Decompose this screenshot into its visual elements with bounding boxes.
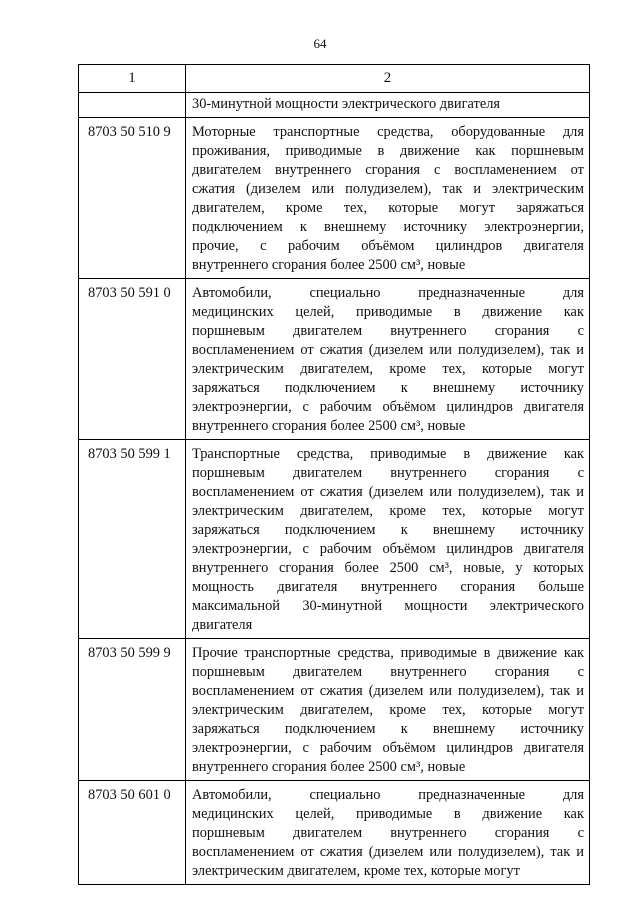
description-text	[186, 781, 589, 884]
word: рабочим	[287, 238, 340, 254]
description-line	[192, 360, 584, 379]
word: с	[577, 465, 584, 481]
word: воспламенением	[192, 484, 295, 500]
word: в	[453, 806, 461, 822]
table-body	[79, 93, 590, 885]
word: тех,	[442, 361, 466, 377]
word: от	[300, 683, 314, 699]
word: тех,	[442, 702, 466, 718]
description-cell	[186, 639, 590, 781]
word: подключением	[284, 721, 376, 737]
word: могут	[548, 702, 584, 718]
word: воспламенением	[192, 342, 295, 358]
table-row	[79, 440, 590, 639]
word: которые	[482, 503, 532, 519]
word: внутреннего	[390, 825, 467, 841]
word: как	[563, 304, 584, 320]
description-line	[192, 597, 584, 616]
word: транспортные	[273, 124, 360, 140]
word: цилиндров	[446, 740, 513, 756]
word: в	[463, 446, 471, 462]
word: электроэнергии,	[192, 399, 292, 415]
word: движение	[482, 806, 543, 822]
description-line	[192, 483, 584, 502]
description-cell	[186, 279, 590, 440]
word: заряжаться	[516, 200, 584, 216]
word: движение	[497, 645, 558, 661]
description-text	[186, 440, 589, 638]
word: (дизелем	[368, 484, 424, 500]
description-line	[192, 739, 584, 758]
word: сгорания	[279, 560, 334, 576]
description-text	[186, 279, 589, 439]
tariff-code-cell	[79, 440, 186, 639]
description-line: внутреннего сгорания более 2500 см³, новые	[192, 418, 466, 434]
word: кроме	[285, 200, 323, 216]
word: движение	[482, 304, 543, 320]
word: специально	[309, 787, 381, 803]
word: к	[400, 721, 408, 737]
description-line	[192, 303, 584, 322]
word: с	[302, 399, 309, 415]
word: предназначенные	[418, 787, 526, 803]
word: медицинских	[192, 806, 274, 822]
word: внутреннего	[390, 323, 467, 339]
word: электроэнергии,	[192, 740, 292, 756]
word: внешнему	[432, 721, 496, 737]
word: рабочим	[319, 740, 372, 756]
word: заряжаться	[192, 380, 260, 396]
word: сжатия	[192, 181, 235, 197]
word: средства,	[296, 446, 354, 462]
word: двигателем	[192, 162, 262, 178]
description-line	[192, 341, 584, 360]
word: транспортные	[244, 645, 331, 661]
word: больше	[538, 579, 584, 595]
word: к	[400, 380, 408, 396]
word: медицинских	[192, 304, 274, 320]
word: сжатия	[319, 484, 363, 500]
word: как	[475, 143, 496, 159]
word: источнику	[520, 380, 584, 396]
word: которые	[482, 361, 532, 377]
word: или	[429, 484, 452, 500]
word: с	[260, 238, 267, 254]
word: цилиндров	[446, 541, 513, 557]
word: двигателем,	[300, 503, 373, 519]
description-line	[192, 559, 584, 578]
word: полудизелем),	[457, 484, 545, 500]
description-line	[192, 218, 584, 237]
description-line	[192, 701, 584, 720]
word: которые	[482, 702, 532, 718]
word: с	[302, 740, 309, 756]
word: могут	[548, 503, 584, 519]
page-number: 64	[313, 36, 327, 51]
description-line	[192, 123, 584, 142]
description-text	[186, 639, 589, 780]
tariff-code: 8703 50 601 0	[88, 787, 171, 803]
description-line	[192, 824, 584, 843]
word: (дизелем	[368, 844, 424, 860]
description-line	[192, 322, 584, 341]
word: сгорания	[460, 579, 516, 595]
word: которых	[533, 560, 584, 576]
word: мощность	[192, 579, 254, 595]
word: или	[429, 342, 452, 358]
description-line: внутреннего сгорания более 2500 см³, новые	[192, 257, 466, 273]
word: двигателем,	[192, 200, 265, 216]
word: средства,	[337, 645, 394, 661]
word: приводимые	[356, 304, 433, 320]
word: (дизелем	[368, 342, 424, 358]
word: двигателя	[277, 579, 338, 595]
word: (дизелем	[245, 181, 301, 197]
word: электрическим	[492, 181, 584, 197]
description-line	[192, 578, 584, 597]
description-line	[192, 445, 584, 464]
word: прочие,	[192, 238, 239, 254]
table-row	[79, 639, 590, 781]
word: кроме	[389, 702, 426, 718]
word: с	[577, 323, 584, 339]
word: Автомобили,	[192, 285, 272, 301]
word: максимальной	[192, 598, 280, 614]
tariff-code-cell	[79, 93, 186, 118]
tariff-code: 8703 50 510 9	[88, 124, 171, 140]
word: источнику	[403, 219, 468, 235]
table-header-row	[79, 65, 590, 93]
word: двигателя	[523, 399, 584, 415]
description-line	[192, 682, 584, 701]
word: целей,	[295, 304, 335, 320]
word: рабочим	[319, 541, 372, 557]
word: более	[344, 560, 379, 576]
tariff-table	[78, 64, 590, 885]
word: от	[300, 342, 314, 358]
word: электрическим	[192, 702, 284, 718]
tariff-code-cell	[79, 279, 186, 440]
word: для	[562, 787, 584, 803]
word: объёмом	[382, 740, 436, 756]
word: поршневым	[511, 143, 584, 159]
word: сжатия	[319, 683, 363, 699]
word: двигателем	[293, 465, 363, 481]
word: цилиндров	[435, 238, 503, 254]
word: тех,	[442, 503, 466, 519]
word: внутреннего	[390, 465, 467, 481]
word: двигателя	[523, 740, 584, 756]
word: воспламенением	[192, 683, 295, 699]
word: электроэнергии,	[192, 541, 292, 557]
word: внутреннего	[390, 664, 467, 680]
word: проживания,	[192, 143, 270, 159]
word: так	[550, 844, 571, 860]
word: сжатия	[319, 844, 363, 860]
word: так	[550, 484, 571, 500]
word: с	[577, 664, 584, 680]
word: сгорания	[494, 465, 550, 481]
word: поршневым	[192, 825, 265, 841]
word: к	[400, 522, 408, 538]
description-line	[192, 142, 584, 161]
description-cell	[186, 440, 590, 639]
description-line	[192, 786, 584, 805]
word: специально	[309, 285, 381, 301]
word: источнику	[520, 522, 584, 538]
word: внутреннего	[192, 560, 269, 576]
word: внутреннего	[360, 579, 438, 595]
word: как	[563, 446, 584, 462]
description-line	[192, 161, 584, 180]
word: двигателем	[293, 664, 363, 680]
word: объёмом	[361, 238, 415, 254]
word: объёмом	[382, 541, 436, 557]
description-line	[192, 398, 584, 417]
word: и	[576, 844, 584, 860]
word: кроме	[389, 503, 426, 519]
word: которые	[388, 200, 439, 216]
word: источнику	[520, 721, 584, 737]
word: в	[483, 645, 491, 661]
word: электроэнергии,	[484, 219, 584, 235]
word: или	[311, 181, 335, 197]
word: внешнему	[432, 522, 496, 538]
word: поршневым	[192, 323, 265, 339]
word: воспламенением	[192, 844, 295, 860]
word: сгорания	[494, 323, 550, 339]
tariff-code: 8703 50 591 0	[88, 285, 171, 301]
word: с	[577, 825, 584, 841]
word: электрическим	[192, 361, 284, 377]
word: цилиндров	[446, 399, 513, 415]
word: внешнему	[323, 219, 387, 235]
description-line: внутреннего сгорания более 2500 см³, новые	[192, 759, 466, 775]
word: двигателя	[523, 541, 584, 557]
description-line	[192, 663, 584, 682]
word: полудизелем),	[457, 683, 545, 699]
description-line: электрическим двигателем, кроме тех, которые могут	[192, 863, 520, 879]
word: тех,	[343, 200, 368, 216]
word: оборудованные	[451, 124, 546, 140]
word: для	[562, 285, 584, 301]
description-line	[192, 379, 584, 398]
word: воспламенением	[454, 162, 557, 178]
word: мощности	[404, 598, 468, 614]
word: так	[550, 683, 571, 699]
word: заряжаться	[192, 721, 260, 737]
description-line	[192, 521, 584, 540]
description-cell	[186, 781, 590, 885]
word: новые,	[463, 560, 505, 576]
word: от	[570, 162, 584, 178]
word: к	[299, 219, 307, 235]
word: могут	[548, 361, 584, 377]
word: полудизелем),	[345, 181, 432, 197]
word: с	[302, 541, 309, 557]
word: двигателя	[523, 238, 584, 254]
description-line	[192, 237, 584, 256]
word: приводимые	[285, 143, 362, 159]
word: движение	[399, 143, 460, 159]
word: могут	[459, 200, 496, 216]
table-row	[79, 279, 590, 440]
column-header-description: 2	[186, 65, 590, 93]
word: приводимые	[370, 446, 447, 462]
word: так	[550, 342, 571, 358]
word: электрического	[489, 598, 584, 614]
word: от	[300, 484, 314, 500]
tariff-code-cell	[79, 639, 186, 781]
word: 2500	[389, 560, 419, 576]
description-line: двигателя	[192, 617, 253, 633]
description-line	[192, 805, 584, 824]
word: предназначенные	[418, 285, 526, 301]
description-cell	[186, 93, 590, 118]
word: поршневым	[192, 465, 265, 481]
column-header-code: 1	[79, 65, 186, 93]
word: или	[429, 683, 452, 699]
word: двигателем,	[300, 702, 373, 718]
word: и	[576, 342, 584, 358]
word: Моторные	[192, 124, 256, 140]
description-cell	[186, 118, 590, 279]
word: поршневым	[192, 664, 265, 680]
description-line	[192, 464, 584, 483]
word: так	[442, 181, 463, 197]
table-row	[79, 93, 590, 118]
word: или	[429, 844, 452, 860]
word: двигателем	[293, 323, 363, 339]
word: заряжаться	[192, 522, 260, 538]
word: от	[300, 844, 314, 860]
word: 30-минутной	[302, 598, 383, 614]
word: подключением	[284, 380, 376, 396]
word: кроме	[389, 361, 426, 377]
word: сгорания	[365, 162, 421, 178]
tariff-code-cell	[79, 781, 186, 885]
word: сжатия	[319, 342, 363, 358]
word: сгорания	[494, 664, 550, 680]
word: Автомобили,	[192, 787, 272, 803]
word: у	[515, 560, 523, 576]
description-text	[186, 93, 589, 117]
tariff-code: 8703 50 599 1	[88, 446, 171, 462]
word: приводимые	[356, 806, 433, 822]
word: и	[576, 484, 584, 500]
word: в	[377, 143, 385, 159]
word: средства,	[377, 124, 434, 140]
table-row	[79, 118, 590, 279]
description-line	[192, 720, 584, 739]
word: внутреннего	[275, 162, 352, 178]
word: рабочим	[319, 399, 372, 415]
word: двигателем	[293, 825, 363, 841]
word: Транспортные	[192, 446, 280, 462]
description-line	[192, 180, 584, 199]
word: и	[473, 181, 482, 197]
word: как	[563, 645, 584, 661]
word: целей,	[295, 806, 335, 822]
word: объёмом	[382, 399, 436, 415]
description-line	[192, 540, 584, 559]
word: подключением	[284, 522, 376, 538]
description-line	[192, 284, 584, 303]
description-line	[192, 199, 584, 218]
word: полудизелем),	[457, 342, 545, 358]
word: для	[562, 124, 584, 140]
word: электрическим	[192, 503, 284, 519]
word: Прочие	[192, 645, 238, 661]
description-line	[192, 843, 584, 862]
word: движение	[487, 446, 547, 462]
word: и	[576, 683, 584, 699]
word: полудизелем),	[457, 844, 545, 860]
description-line	[192, 644, 584, 663]
word: см³,	[429, 560, 453, 576]
description-line: 30-минутной мощности электрического двигателя	[192, 96, 501, 112]
word: двигателем,	[300, 361, 373, 377]
word: (дизелем	[368, 683, 424, 699]
word: внешнему	[432, 380, 496, 396]
word: в	[453, 304, 461, 320]
word: с	[433, 162, 441, 178]
description-text	[186, 118, 589, 278]
table-row	[79, 781, 590, 885]
word: приводимые	[400, 645, 477, 661]
word: как	[563, 806, 584, 822]
word: сгорания	[494, 825, 550, 841]
tariff-code-cell	[79, 118, 186, 279]
word: подключением	[192, 219, 283, 235]
description-line	[192, 502, 584, 521]
tariff-code: 8703 50 599 9	[88, 645, 171, 661]
tariff-code	[79, 93, 185, 98]
